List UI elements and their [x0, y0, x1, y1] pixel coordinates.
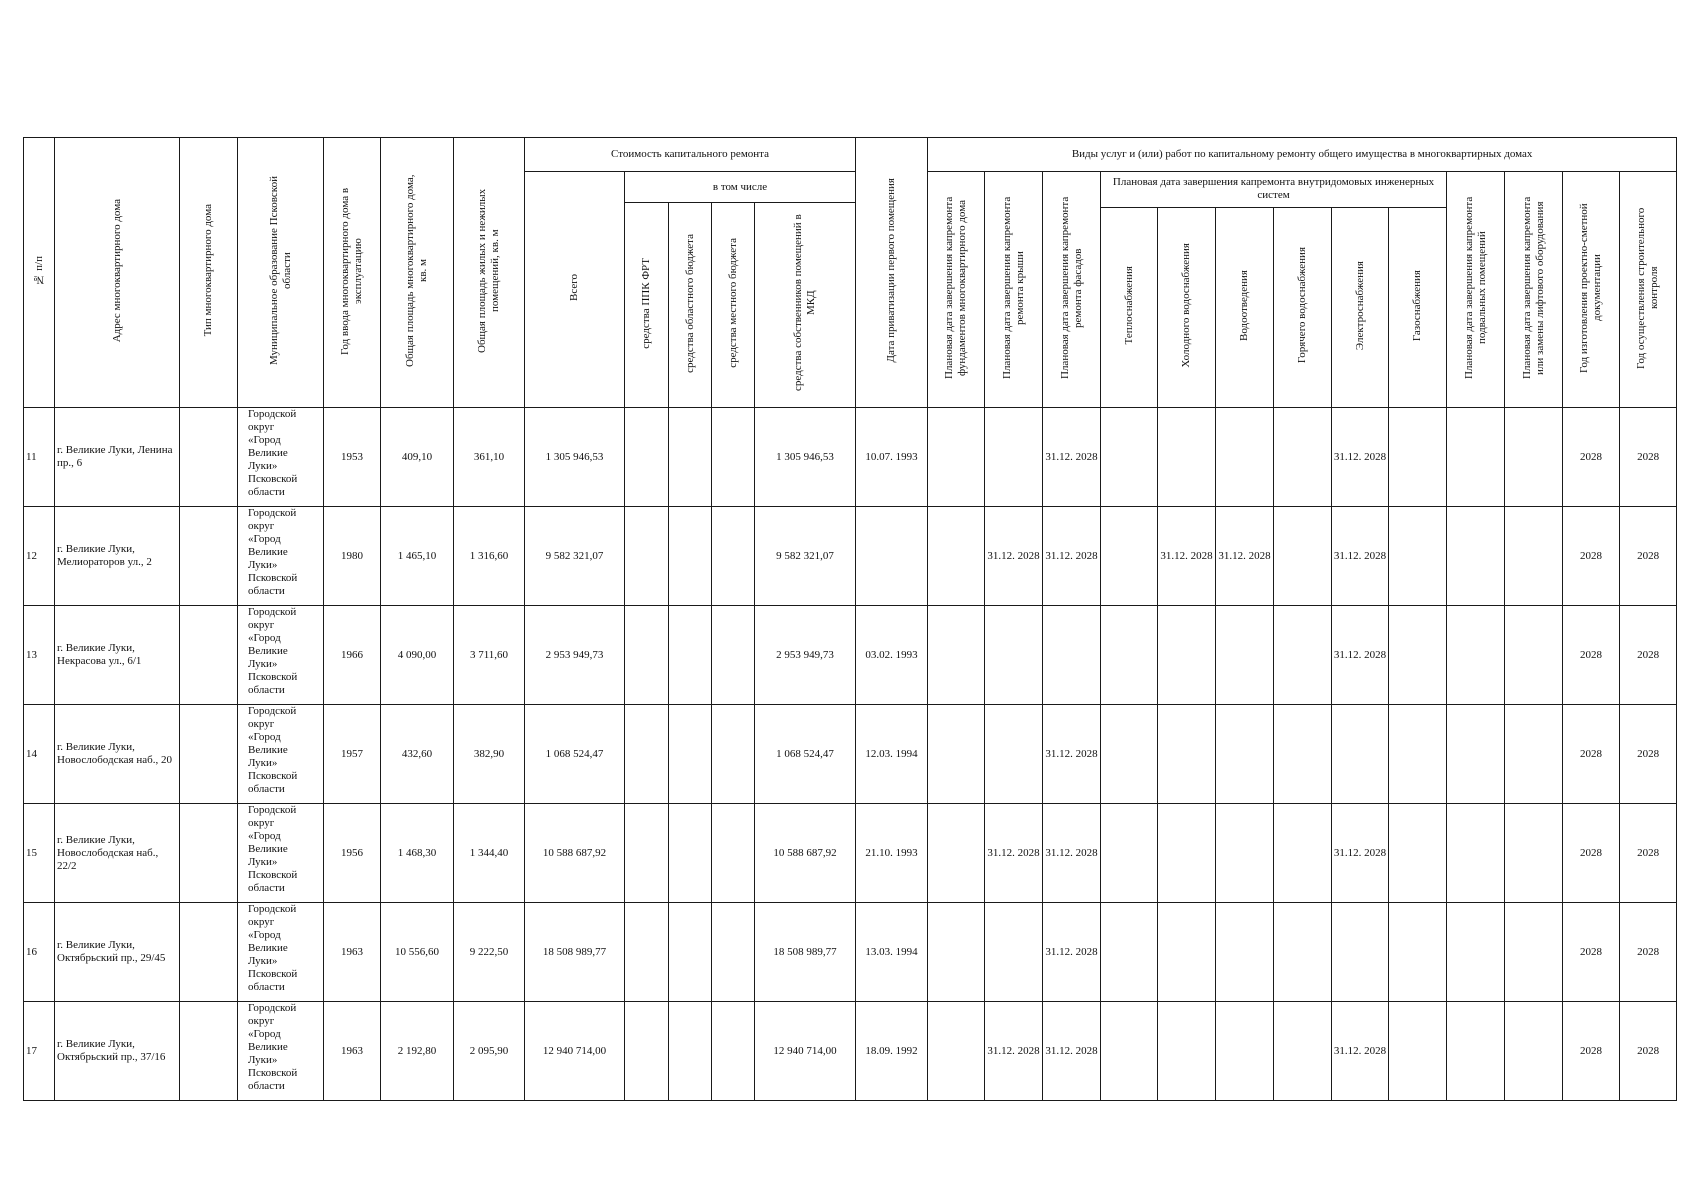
municipality-line: области: [248, 684, 285, 696]
cell-num: 13: [24, 606, 55, 705]
cell-gas: [1389, 1002, 1447, 1101]
cell-elevator: [1505, 705, 1563, 804]
cell-foundation: [928, 804, 985, 903]
municipality-line: Луки»: [248, 658, 278, 670]
cell-foundation: [928, 606, 985, 705]
municipality-line: «Город: [248, 1028, 281, 1040]
cell-elevator: [1505, 507, 1563, 606]
cell-electricity: 31.12. 2028: [1332, 408, 1389, 507]
cell-owners: 1 305 946,53: [755, 408, 856, 507]
header-heating: Теплоснабжения: [1101, 207, 1158, 407]
cell-heating: [1101, 606, 1158, 705]
header-local: средства местного бюджета: [712, 203, 755, 408]
header-regional: средства областного бюджета: [669, 203, 712, 408]
cell-total-area: 1 468,30: [381, 804, 454, 903]
municipality-line: «Город: [248, 632, 281, 644]
cell-year: 1956: [324, 804, 381, 903]
municipality-line: Луки»: [248, 460, 278, 472]
cell-drainage: [1216, 804, 1274, 903]
cell-electricity: 31.12. 2028: [1332, 1002, 1389, 1101]
cell-hot-water: [1274, 1002, 1332, 1101]
municipality-line: Великие: [248, 744, 288, 756]
cell-heating: [1101, 903, 1158, 1002]
header-foundation: Плановая дата завершения капремонта фундаментов многоквартирного дома: [928, 172, 985, 408]
capital-repair-table: [23, 137, 1677, 1101]
cell-year: 1980: [324, 507, 381, 606]
municipality-line: «Город: [248, 929, 281, 941]
municipality-line: «Город: [248, 731, 281, 743]
cell-type: [180, 1002, 238, 1101]
table-row: [24, 1002, 1677, 1101]
cell-hot-water: [1274, 705, 1332, 804]
cell-year: 1963: [324, 1002, 381, 1101]
cell-facade: [1043, 606, 1101, 705]
cell-heating: [1101, 804, 1158, 903]
cell-living-area: 1 344,40: [454, 804, 525, 903]
municipality-line: Псковской: [248, 968, 298, 980]
cell-owners: 2 953 949,73: [755, 606, 856, 705]
cell-design-docs: 2028: [1563, 1002, 1620, 1101]
municipality-line: Луки»: [248, 955, 278, 967]
cell-type: [180, 705, 238, 804]
cell-total: 2 953 949,73: [525, 606, 625, 705]
cell-year: 1963: [324, 903, 381, 1002]
cell-gas: [1389, 606, 1447, 705]
table-row: [24, 804, 1677, 903]
header-privatization: Дата приватизации первого помещения: [856, 138, 928, 408]
cell-regional: [669, 903, 712, 1002]
municipality-line: Городской: [248, 408, 297, 420]
header-ppk-frt: средства ППК ФРТ: [625, 203, 669, 408]
cell-construction-control: 2028: [1620, 408, 1677, 507]
header-num: № п/п: [24, 138, 55, 408]
municipality-line: Великие: [248, 546, 288, 558]
table-body: [24, 408, 1677, 1101]
cell-drainage: [1216, 903, 1274, 1002]
cell-elevator: [1505, 903, 1563, 1002]
cell-ppk-frt: [625, 606, 669, 705]
header-total: Всего: [525, 172, 625, 408]
cell-num: 12: [24, 507, 55, 606]
cell-basement: [1447, 1002, 1505, 1101]
cell-total-area: 1 465,10: [381, 507, 454, 606]
municipality-line: Городской: [248, 507, 297, 519]
cell-basement: [1447, 903, 1505, 1002]
cell-owners: 1 068 524,47: [755, 705, 856, 804]
cell-privatization: 10.07. 1993: [856, 408, 928, 507]
cell-ppk-frt: [625, 408, 669, 507]
municipality-line: Великие: [248, 447, 288, 459]
cell-address: г. Великие Луки, Мелиораторов ул., 2: [55, 507, 180, 606]
cell-num: 15: [24, 804, 55, 903]
municipality-line: «Город: [248, 830, 281, 842]
cell-basement: [1447, 606, 1505, 705]
municipality-line: Псковской: [248, 869, 298, 881]
cell-facade: 31.12. 2028: [1043, 705, 1101, 804]
cell-municipality: [238, 606, 324, 705]
cell-hot-water: [1274, 408, 1332, 507]
cell-cold-water: [1158, 408, 1216, 507]
cell-address: г. Великие Луки, Октябрьский пр., 29/45: [55, 903, 180, 1002]
cell-regional: [669, 507, 712, 606]
table-row: [24, 705, 1677, 804]
cell-cold-water: [1158, 705, 1216, 804]
cell-roof: [985, 606, 1043, 705]
cell-total: 12 940 714,00: [525, 1002, 625, 1101]
municipality-line: Городской: [248, 606, 297, 618]
cell-drainage: [1216, 1002, 1274, 1101]
municipality-line: области: [248, 783, 285, 795]
cell-cold-water: [1158, 804, 1216, 903]
cell-construction-control: 2028: [1620, 507, 1677, 606]
municipality-line: Великие: [248, 645, 288, 657]
cell-basement: [1447, 408, 1505, 507]
header-total-area: Общая площадь многоквартирного дома, кв. м: [381, 138, 454, 408]
cell-num: 16: [24, 903, 55, 1002]
cell-basement: [1447, 804, 1505, 903]
municipality-line: области: [248, 486, 285, 498]
cell-regional: [669, 804, 712, 903]
header-facade: Плановая дата завершения капремонта ремонта фасадов: [1043, 172, 1101, 408]
cell-local: [712, 606, 755, 705]
municipality-line: Городской: [248, 804, 297, 816]
cell-local: [712, 408, 755, 507]
cell-ppk-frt: [625, 507, 669, 606]
cell-design-docs: 2028: [1563, 705, 1620, 804]
cell-construction-control: 2028: [1620, 804, 1677, 903]
cell-cold-water: 31.12. 2028: [1158, 507, 1216, 606]
header-construction-control: Год осуществления строительного контроля: [1620, 172, 1677, 408]
municipality-line: Псковской: [248, 473, 298, 485]
cell-construction-control: 2028: [1620, 903, 1677, 1002]
cell-regional: [669, 606, 712, 705]
cell-regional: [669, 1002, 712, 1101]
cell-local: [712, 903, 755, 1002]
municipality-line: округ: [248, 619, 275, 631]
municipality-line: Луки»: [248, 559, 278, 571]
cell-privatization: 13.03. 1994: [856, 903, 928, 1002]
cell-local: [712, 507, 755, 606]
cell-privatization: 03.02. 1993: [856, 606, 928, 705]
header-basement: Плановая дата завершения капремонта подвальных помещений: [1447, 172, 1505, 408]
cell-owners: 10 588 687,92: [755, 804, 856, 903]
municipality-line: округ: [248, 421, 275, 433]
cell-heating: [1101, 1002, 1158, 1101]
cell-privatization: 18.09. 1992: [856, 1002, 928, 1101]
cell-owners: 9 582 321,07: [755, 507, 856, 606]
municipality-line: Городской: [248, 705, 297, 717]
cell-elevator: [1505, 1002, 1563, 1101]
cell-living-area: 1 316,60: [454, 507, 525, 606]
cell-cold-water: [1158, 1002, 1216, 1101]
cell-basement: [1447, 705, 1505, 804]
header-design-docs: Год изготовления проектно-сметной документации: [1563, 172, 1620, 408]
cell-total-area: 10 556,60: [381, 903, 454, 1002]
cell-facade: 31.12. 2028: [1043, 408, 1101, 507]
cell-living-area: 382,90: [454, 705, 525, 804]
cell-elevator: [1505, 606, 1563, 705]
cell-gas: [1389, 804, 1447, 903]
cell-address: г. Великие Луки, Некрасова ул., 6/1: [55, 606, 180, 705]
cell-roof: 31.12. 2028: [985, 1002, 1043, 1101]
cell-hot-water: [1274, 507, 1332, 606]
cell-local: [712, 705, 755, 804]
cell-foundation: [928, 705, 985, 804]
municipality-line: «Город: [248, 533, 281, 545]
cell-foundation: [928, 903, 985, 1002]
cell-municipality: [238, 903, 324, 1002]
cell-facade: 31.12. 2028: [1043, 903, 1101, 1002]
cell-design-docs: 2028: [1563, 408, 1620, 507]
municipality-line: области: [248, 981, 285, 993]
cell-privatization: 12.03. 1994: [856, 705, 928, 804]
cell-hot-water: [1274, 903, 1332, 1002]
cell-ppk-frt: [625, 804, 669, 903]
cell-total: 18 508 989,77: [525, 903, 625, 1002]
cell-ppk-frt: [625, 1002, 669, 1101]
cell-gas: [1389, 507, 1447, 606]
header-address: Адрес многоквартирного дома: [55, 138, 180, 408]
header-works-group: Виды услуг и (или) работ по капитальному ремонту общего имущества в многоквартирных домах: [928, 138, 1677, 172]
cell-facade: 31.12. 2028: [1043, 507, 1101, 606]
municipality-line: «Город: [248, 434, 281, 446]
cell-year: 1953: [324, 408, 381, 507]
capital-repair-table-sheet: [23, 137, 1674, 1092]
cell-municipality: [238, 1002, 324, 1101]
municipality-line: округ: [248, 1015, 275, 1027]
cell-municipality: [238, 408, 324, 507]
cell-roof: [985, 903, 1043, 1002]
cell-type: [180, 903, 238, 1002]
cell-drainage: [1216, 705, 1274, 804]
cell-address: г. Великие Луки, Новослободская наб., 20: [55, 705, 180, 804]
header-living-area: Общая площадь жилых и нежилых помещений, кв. м: [454, 138, 525, 408]
cell-address: г. Великие Луки, Ленина пр., 6: [55, 408, 180, 507]
cell-hot-water: [1274, 804, 1332, 903]
cell-roof: 31.12. 2028: [985, 804, 1043, 903]
header-year-built: Год ввода многоквартирного дома в эксплуатацию: [324, 138, 381, 408]
cell-municipality: [238, 705, 324, 804]
cell-foundation: [928, 408, 985, 507]
cell-total: 10 588 687,92: [525, 804, 625, 903]
cell-gas: [1389, 705, 1447, 804]
header-engineering-group: Плановая дата завершения капремонта внутридомовых инженерных систем: [1101, 172, 1447, 208]
cell-roof: [985, 408, 1043, 507]
cell-foundation: [928, 507, 985, 606]
municipality-line: области: [248, 1080, 285, 1092]
cell-total-area: 2 192,80: [381, 1002, 454, 1101]
municipality-line: Псковской: [248, 572, 298, 584]
cell-heating: [1101, 408, 1158, 507]
header-drainage: Водоотведения: [1216, 207, 1274, 407]
cell-year: 1966: [324, 606, 381, 705]
municipality-line: Городской: [248, 903, 297, 915]
cell-design-docs: 2028: [1563, 804, 1620, 903]
table-row: [24, 507, 1677, 606]
header-elevator: Плановая дата завершения капремонта или замены лифтового оборудования: [1505, 172, 1563, 408]
cell-gas: [1389, 408, 1447, 507]
municipality-line: Псковской: [248, 770, 298, 782]
cell-electricity: 31.12. 2028: [1332, 804, 1389, 903]
cell-privatization: 21.10. 1993: [856, 804, 928, 903]
header-cost-group: Стоимость капитального ремонта: [525, 138, 856, 172]
cell-total-area: 432,60: [381, 705, 454, 804]
cell-num: 14: [24, 705, 55, 804]
header-type: Тип многоквартирного дома: [180, 138, 238, 408]
header-cold-water: Холодного водоснабжения: [1158, 207, 1216, 407]
cell-design-docs: 2028: [1563, 606, 1620, 705]
cell-type: [180, 408, 238, 507]
cell-heating: [1101, 507, 1158, 606]
cell-ppk-frt: [625, 705, 669, 804]
header-hot-water: Горячего водоснабжения: [1274, 207, 1332, 407]
municipality-line: области: [248, 585, 285, 597]
table-row: [24, 903, 1677, 1002]
cell-living-area: 361,10: [454, 408, 525, 507]
municipality-line: Городской: [248, 1002, 297, 1014]
cell-type: [180, 804, 238, 903]
municipality-line: округ: [248, 817, 275, 829]
cell-owners: 18 508 989,77: [755, 903, 856, 1002]
cell-address: г. Великие Луки, Октябрьский пр., 37/16: [55, 1002, 180, 1101]
cell-municipality: [238, 804, 324, 903]
cell-electricity: [1332, 705, 1389, 804]
cell-facade: 31.12. 2028: [1043, 804, 1101, 903]
header-including: в том числе: [625, 172, 856, 203]
cell-drainage: [1216, 408, 1274, 507]
municipality-line: округ: [248, 520, 275, 532]
cell-electricity: 31.12. 2028: [1332, 606, 1389, 705]
municipality-line: Луки»: [248, 757, 278, 769]
municipality-line: округ: [248, 916, 275, 928]
cell-total-area: 4 090,00: [381, 606, 454, 705]
municipality-line: округ: [248, 718, 275, 730]
municipality-line: Луки»: [248, 856, 278, 868]
municipality-line: Великие: [248, 843, 288, 855]
table-row: [24, 606, 1677, 705]
header-owners: средства собственников помещений в МКД: [755, 203, 856, 408]
cell-construction-control: 2028: [1620, 705, 1677, 804]
cell-heating: [1101, 705, 1158, 804]
header-gas: Газоснабжения: [1389, 207, 1447, 407]
cell-living-area: 3 711,60: [454, 606, 525, 705]
cell-total-area: 409,10: [381, 408, 454, 507]
cell-hot-water: [1274, 606, 1332, 705]
cell-electricity: [1332, 903, 1389, 1002]
cell-facade: 31.12. 2028: [1043, 1002, 1101, 1101]
cell-num: 11: [24, 408, 55, 507]
cell-design-docs: 2028: [1563, 903, 1620, 1002]
cell-foundation: [928, 1002, 985, 1101]
cell-drainage: [1216, 606, 1274, 705]
cell-regional: [669, 705, 712, 804]
cell-type: [180, 606, 238, 705]
cell-total: 1 068 524,47: [525, 705, 625, 804]
cell-design-docs: 2028: [1563, 507, 1620, 606]
cell-drainage: 31.12. 2028: [1216, 507, 1274, 606]
municipality-line: области: [248, 882, 285, 894]
cell-construction-control: 2028: [1620, 606, 1677, 705]
cell-roof: 31.12. 2028: [985, 507, 1043, 606]
cell-living-area: 9 222,50: [454, 903, 525, 1002]
cell-living-area: 2 095,90: [454, 1002, 525, 1101]
header-municipality: Муниципальное образование Псковской области: [238, 138, 324, 408]
cell-privatization: [856, 507, 928, 606]
cell-roof: [985, 705, 1043, 804]
cell-address: г. Великие Луки, Новослободская наб., 22/2: [55, 804, 180, 903]
header-roof: Плановая дата завершения капремонта ремонта крыши: [985, 172, 1043, 408]
cell-local: [712, 1002, 755, 1101]
cell-elevator: [1505, 408, 1563, 507]
cell-local: [712, 804, 755, 903]
cell-gas: [1389, 903, 1447, 1002]
municipality-line: Луки»: [248, 1054, 278, 1066]
header-electricity: Электроснабжения: [1332, 207, 1389, 407]
cell-total: 1 305 946,53: [525, 408, 625, 507]
cell-total: 9 582 321,07: [525, 507, 625, 606]
municipality-line: Великие: [248, 942, 288, 954]
cell-elevator: [1505, 804, 1563, 903]
cell-municipality: [238, 507, 324, 606]
cell-year: 1957: [324, 705, 381, 804]
municipality-line: Псковской: [248, 1067, 298, 1079]
cell-basement: [1447, 507, 1505, 606]
cell-construction-control: 2028: [1620, 1002, 1677, 1101]
table-row: [24, 408, 1677, 507]
municipality-line: Псковской: [248, 671, 298, 683]
cell-electricity: 31.12. 2028: [1332, 507, 1389, 606]
cell-type: [180, 507, 238, 606]
municipality-line: Великие: [248, 1041, 288, 1053]
cell-cold-water: [1158, 606, 1216, 705]
cell-ppk-frt: [625, 903, 669, 1002]
cell-cold-water: [1158, 903, 1216, 1002]
cell-regional: [669, 408, 712, 507]
cell-num: 17: [24, 1002, 55, 1101]
cell-owners: 12 940 714,00: [755, 1002, 856, 1101]
